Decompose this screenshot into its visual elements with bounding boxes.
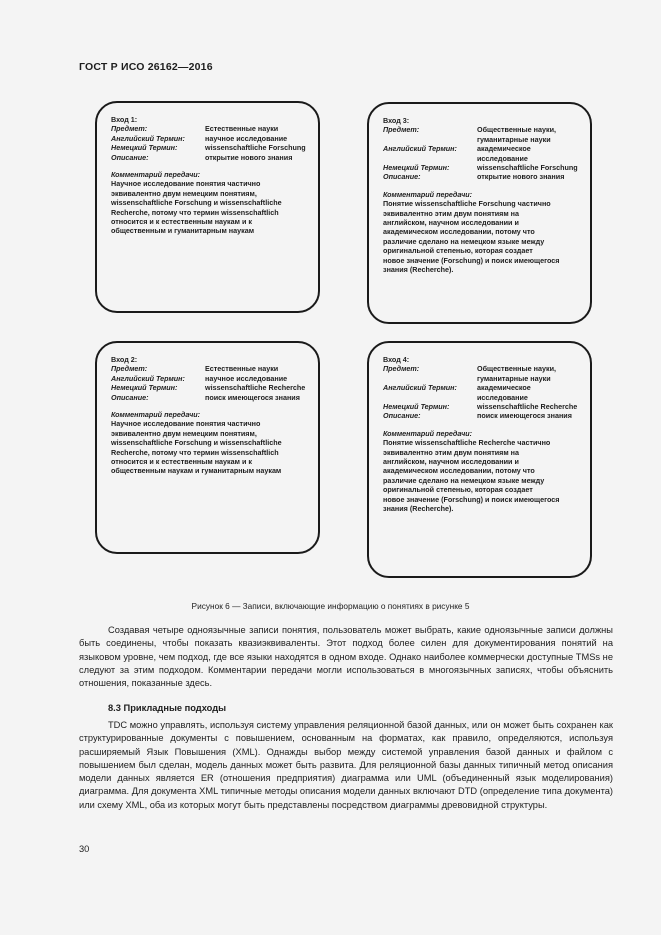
comment-line: эквивалентно этим двум понятиям на — [383, 208, 519, 218]
field-english-term: Английский Термин: академическое исследование — [383, 383, 531, 402]
comment-line: оригинальной степенью, которая создает — [383, 485, 533, 495]
comment-line: относится и к естественным наукам и к — [111, 457, 252, 467]
entry-box-1 — [95, 101, 320, 313]
field-german-term: Немецкий Термин: wissenschaftliche Recherche — [383, 402, 578, 412]
comment-line: эквивалентно двум немецким понятиям, — [111, 188, 257, 198]
comment-line: эквивалентно этим двум понятиям на — [383, 447, 519, 457]
body-paragraph-2 — [79, 719, 613, 812]
section-heading: 8.3 Прикладные подходы — [108, 703, 227, 713]
comment-line: академическом исследовании, потому что — [383, 466, 535, 476]
comment-line: английском, научном исследовании и — [383, 457, 519, 467]
entry-box-2 — [95, 341, 320, 554]
comment-line: английском, научном исследовании и — [383, 218, 519, 228]
comment-line: общественным наукам и гуманитарным наукам — [111, 466, 282, 476]
paragraph-text: TDC можно управлять, используя систему управления реляционной базой данных, или он может быть сохранен как структурированные документы с повышением, основанным на форматах, как правило, определяются, используя расширяемый Язык Повышения (XML). Однажды выбор между системой управления базой данных и файлом с повышением был сделан, модель данных может быть развита. Для реляционной базы данных типичный метод описания модели данных является ER (отношения предприятия) диаграмма или UML (объединенный язык моделирования) диаграмма. Для документа XML типичные методы описания модели данных включают DTD (определение типа документа) или схему XML, оба из которых могут быть представлены посредством диаграммы древовидной структуры. — [79, 720, 613, 810]
comment-label: Комментарий передачи: — [383, 428, 473, 438]
comment-label: Комментарий передачи: — [111, 410, 201, 420]
comment-line: Recherche, потому что термин wissenschaftlich — [111, 447, 279, 457]
comment-line: относится и к естественным наукам и к — [111, 217, 252, 227]
field-english-term: Английский Термин: академическое исследование — [383, 144, 531, 163]
comment-line: знания (Recherche). — [383, 504, 454, 514]
paragraph-text: Создавая четыре одноязычные записи понятия, пользователь может выбрать, какие одноязычные записи должны быть соединены, чтобы показать квазиэквиваленты. Этот подход более силен для документирования понятий на языковом уровне, чем подход, где все языки находятся в одном входе. Однако наиболее коммерчески доступные TMSs не следуют за этим подходом. Комментарии передачи могли использоваться в многоязычных записях, чтобы объяснить отношения, показанные здесь. — [79, 625, 613, 689]
field-subject: Предмет: Общественные науки, гуманитарные науки — [383, 125, 556, 144]
comment-line: различие сделано на немецком языке между — [383, 475, 545, 485]
entry-box-4 — [367, 341, 592, 578]
field-subject: Предмет: Естественные науки — [111, 364, 279, 374]
comment-line: Научное исследование понятия частично — [111, 419, 261, 429]
entry-content — [383, 355, 580, 514]
comment-line: Recherche, потому что термин wissenschaftlich — [111, 207, 279, 217]
field-english-term: Английский Термин: научное исследование — [111, 133, 288, 143]
entry-box-3 — [367, 102, 592, 324]
document-header: ГОСТ Р ИСО 26162—2016 — [79, 61, 213, 73]
comment-line: новое значение (Forschung) и поиск имеющегося — [383, 255, 560, 265]
comment-line: wissenschaftliche Forschung и wissenschaftliche — [111, 198, 282, 208]
comment-line: общественным и гуманитарным наукам — [111, 226, 255, 236]
comment-label: Комментарий передачи: — [111, 170, 201, 180]
entry-content — [111, 355, 308, 476]
field-description: Описание: открытие нового знания — [383, 172, 565, 182]
comment-line: академическом исследовании, потому что — [383, 227, 535, 237]
field-subject: Предмет: Общественные науки, гуманитарные науки — [383, 364, 556, 383]
entry-title: Вход 3: — [383, 116, 410, 125]
page-number: 30 — [79, 844, 90, 854]
comment-line: новое значение (Forschung) и поиск имеющегося — [383, 494, 560, 504]
entry-title: Вход 4: — [383, 355, 410, 364]
comment-line: wissenschaftliche Forschung и wissenschaftliche — [111, 438, 282, 448]
field-description: Описание: поиск имеющегося знания — [111, 392, 300, 402]
field-english-term: Английский Термин: научное исследование — [111, 373, 288, 383]
field-subject: Предмет: Естественные науки — [111, 124, 279, 134]
comment-line: эквивалентно двум немецким понятиям, — [111, 428, 257, 438]
field-description: Описание: открытие нового знания — [111, 152, 293, 162]
entry-title: Вход 2: — [111, 355, 138, 364]
comment-line: Понятие wissenschaftliche Recherche частично — [383, 438, 551, 448]
entry-content — [111, 115, 308, 236]
comment-label: Комментарий передачи: — [383, 189, 473, 199]
field-german-term: Немецкий Термин: wissenschaftliche Recherche — [111, 383, 306, 393]
comment-line: Научное исследование понятия частично — [111, 179, 261, 189]
comment-line: различие сделано на немецком языке между — [383, 236, 545, 246]
body-paragraph-1 — [79, 624, 613, 690]
comment-line: оригинальной степенью, которая создает — [383, 246, 533, 256]
comment-line: знания (Recherche). — [383, 265, 454, 275]
field-german-term: Немецкий Термин: wissenschaftliche Forschung — [111, 143, 306, 153]
entry-title: Вход 1: — [111, 115, 138, 124]
field-german-term: Немецкий Термин: wissenschaftliche Forschung — [383, 163, 578, 173]
field-description: Описание: поиск имеющегося знания — [383, 411, 572, 421]
comment-line: Понятие wissenschaftliche Forschung частично — [383, 199, 551, 209]
entry-content — [383, 116, 580, 275]
figure-caption: Рисунок 6 — Записи, включающие информацию о понятиях в рисунке 5 — [191, 601, 470, 611]
